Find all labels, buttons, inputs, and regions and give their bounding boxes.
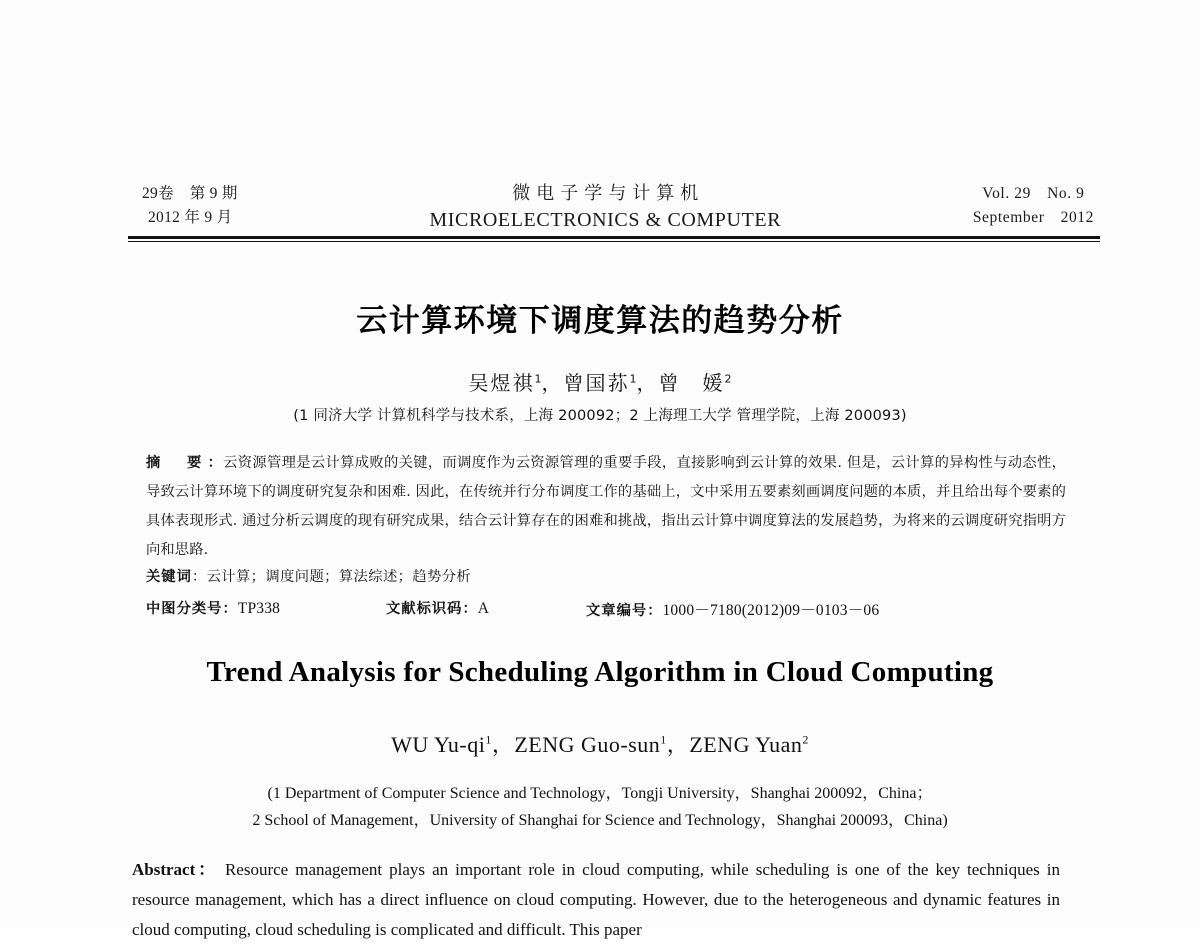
affiliation-cn: (1 同济大学 计算机科学与技术系，上海 200092；2 上海理工大学 管理学院，上海 200093): [293, 408, 907, 424]
keywords-cn-text: ：云计算；调度问题；算法综述；趋势分析: [191, 569, 472, 585]
author-en-1: WU Yu-qi: [391, 732, 486, 757]
abstract-cn-label: 摘 要: [146, 455, 208, 471]
affiliation-en-line-1: (1 Department of Computer Science and Technology，Tongji University，Shanghai 200092，China；: [267, 785, 933, 802]
article-number: 文章编号：1000－7180(2012)09－0103－06: [586, 602, 880, 619]
keywords-cn-label: 关键词: [146, 569, 192, 585]
issue-date-en: September 2012: [972, 209, 1094, 227]
page-title-cn: 云计算环境下调度算法的趋势分析: [356, 303, 844, 339]
document-code-label: 文献标识码: [386, 601, 463, 617]
author-cn-2-affil-marker: 1: [629, 372, 637, 386]
affiliation-en-line-2: 2 School of Management，University of Shanghai for Science and Technology，Shanghai 200093，China): [252, 812, 948, 829]
authors-en: WU $Yu-qi^1$，ZENG Guo-sun$^1$，ZENG Yuan$^2$: [391, 732, 809, 757]
journal-title-cn: 微电子学与计算机: [512, 183, 705, 204]
author-en-2-affil-marker: 1: [660, 732, 667, 747]
clc-value: TP338: [237, 600, 281, 617]
abstract-cn-text: 云资源管理是云计算成败的关键，而调度作为云资源管理的重要手段，直接影响到云计算的效果. 但是，云计算的异构性与动态性，导致云计算环境下的调度研究复杂和困难. 因此，在传统并行分布调度工作的基础上，文中采用五要素刻画调度问题的本质，并且给出每个要素的具体表现形式. 通过分析云调度的现有研究成果，结合云计算存在的困难和挑战，指出云计算中调度算法的发展趋势，为将来的云调度研究指明方向和思路.: [146, 455, 1067, 558]
authors-cn: 吴煜祺$^1$，曾国荪$^1$，曾 媛$^2$: [468, 371, 732, 395]
abstract-cn: [146, 449, 1066, 565]
abstract-en-label: Abstract: [132, 860, 196, 879]
keywords-cn: [146, 566, 1066, 586]
abstract-en: [132, 855, 1060, 945]
document-code-value: A: [477, 600, 490, 617]
document-code: 文献标识码：A: [386, 600, 490, 617]
abstract-cn-separator: ：: [207, 455, 224, 471]
masthead-right: [973, 182, 1100, 230]
author-en-3-affil-marker: 2: [802, 732, 809, 747]
classification-row: [146, 598, 1066, 620]
author-en-1-affil-marker: 1: [485, 732, 492, 747]
issue-date-cn: 2012 年 9 月: [148, 209, 233, 227]
author-cn-2: 曾国荪: [563, 371, 630, 395]
masthead-center: [238, 182, 973, 234]
author-cn-3: 曾 媛: [658, 371, 725, 395]
journal-title-en: MICROELECTRONICS & COMPUTER: [429, 209, 782, 232]
affiliation-en: [0, 780, 1200, 834]
author-cn-1: 吴煜祺: [468, 371, 535, 395]
author-cn-3-affil-marker: 2: [724, 372, 732, 386]
volume-issue-en: Vol. 29 No. 9: [982, 185, 1085, 202]
masthead: [128, 182, 1100, 234]
volume-issue: 29卷 第 9 期: [142, 185, 238, 202]
author-en-2: ZENG Guo-sun: [514, 732, 661, 757]
article-number-label: 文章编号: [586, 603, 648, 619]
article-number-value: 1000－7180(2012)09－0103－06: [662, 602, 880, 619]
page-title-en: Trend Analysis for Scheduling Algorithm in Cloud Computing: [206, 656, 994, 688]
rule-thin: [128, 241, 1100, 242]
author-cn-1-affil-marker: 1: [534, 372, 542, 386]
abstract-en-separator: ：: [195, 860, 218, 879]
abstract-en-text: Resource management plays an important role in cloud computing, while scheduling is one of the key techniques in resource management, which has a direct influence on cloud computing. However, due to the heterogeneous and dynamic features in cloud computing, cloud scheduling is complicated and difficult. This paper: [132, 860, 1061, 939]
clc-label: 中图分类号: [146, 601, 223, 617]
clc-number: 中图分类号：TP338: [146, 600, 281, 617]
masthead-rule: [128, 236, 1100, 242]
author-en-3: ZENG Yuan: [689, 732, 803, 757]
masthead-left: [128, 182, 238, 230]
